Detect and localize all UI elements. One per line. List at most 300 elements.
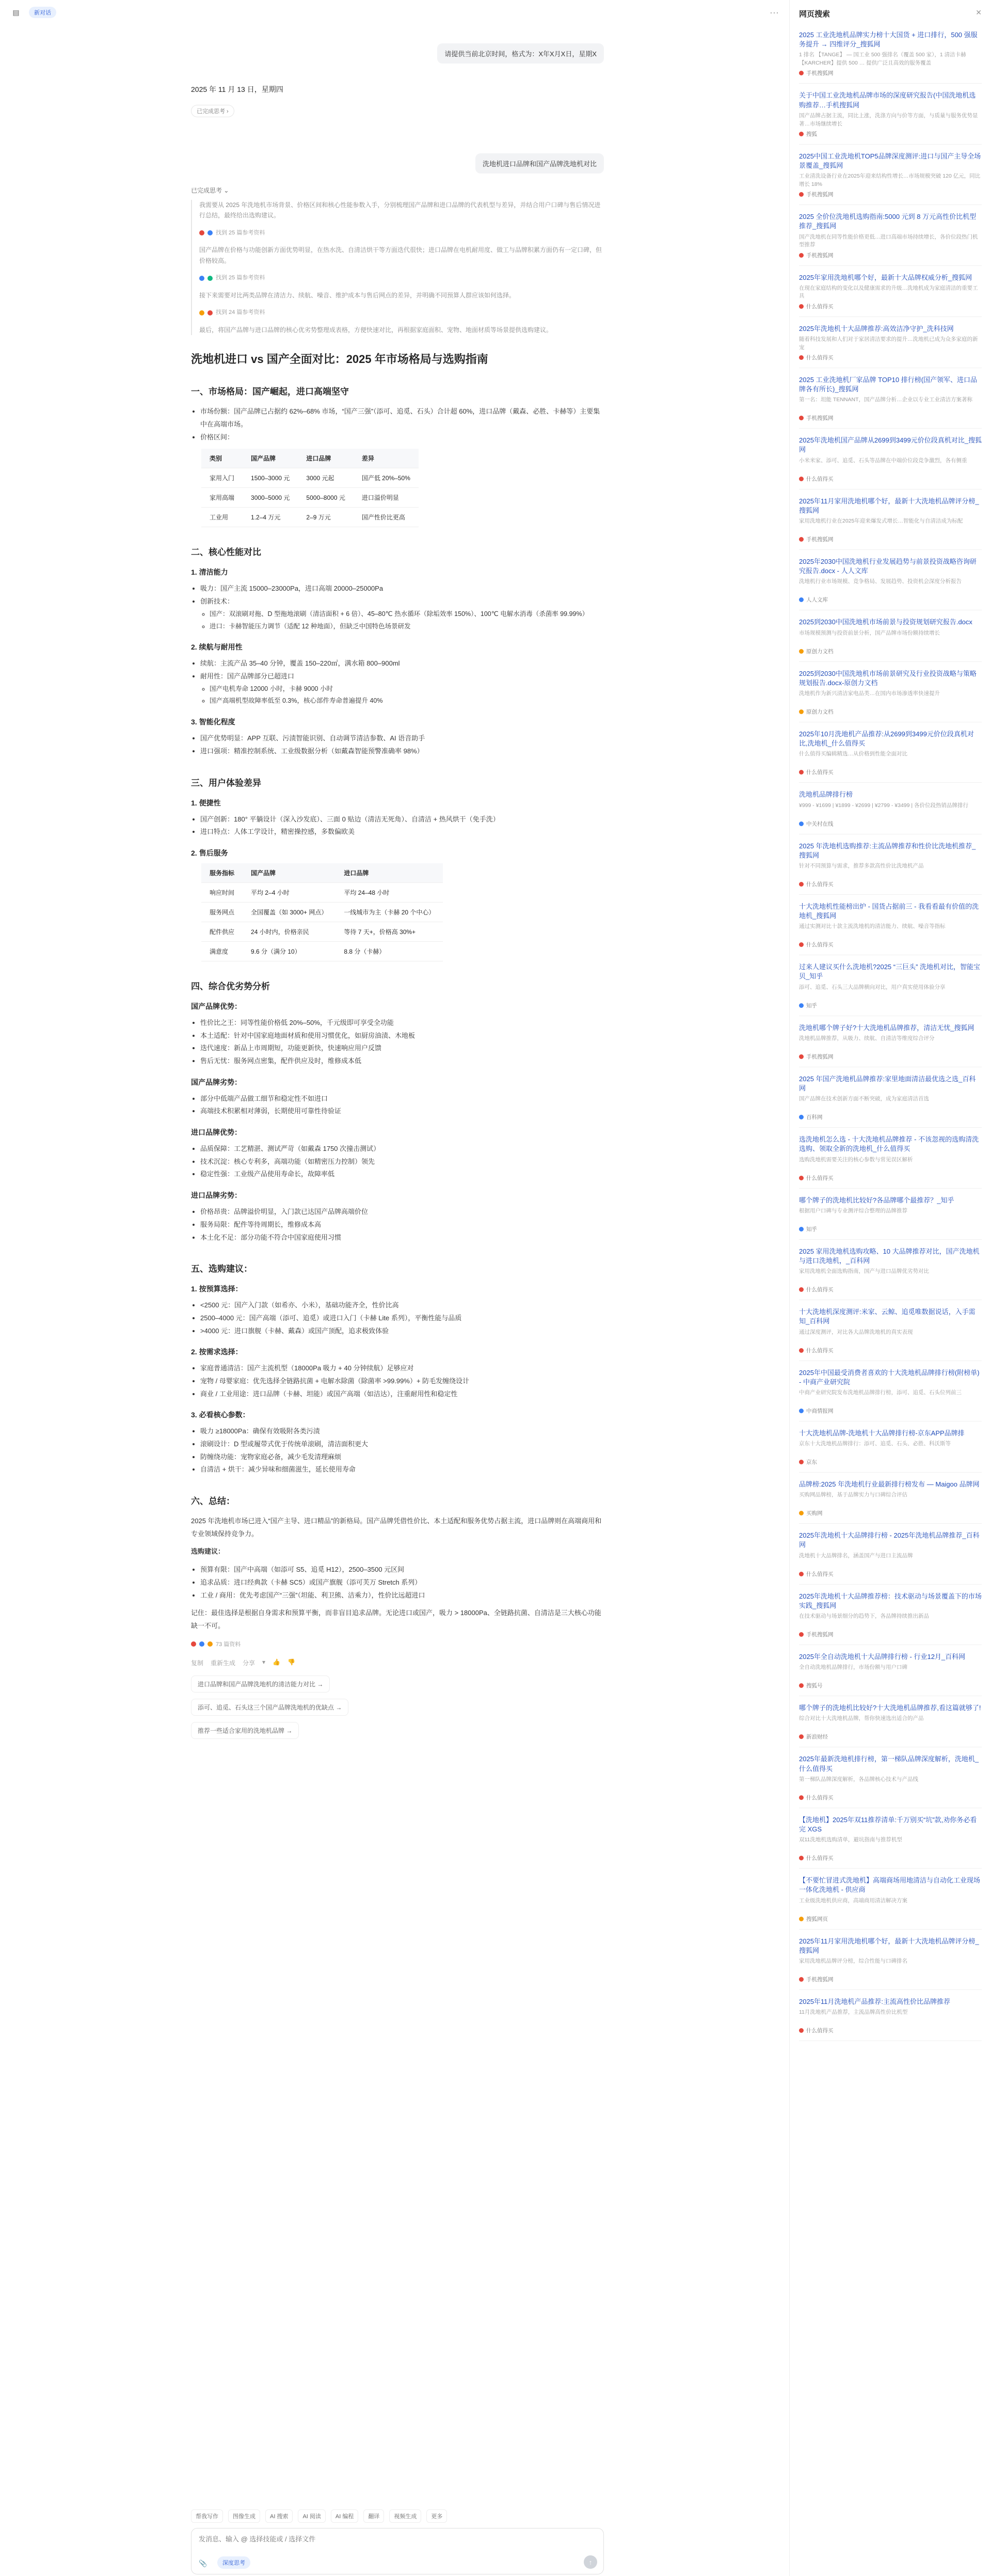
search-result-item[interactable]: [799, 790, 982, 834]
date-answer: 2025 年 11 月 13 日，星期四: [191, 85, 283, 93]
search-result-item[interactable]: [799, 1368, 982, 1421]
list-item: • 家庭普通清洁：国产主流机型（18000Pa 吸力 + 40 分钟续航）足够应对: [200, 1362, 604, 1375]
result-snippet: 添可、追觅、石头三大品牌横向对比，用户真实使用体验分享: [799, 984, 946, 990]
result-title[interactable]: 洗地机品牌排行榜: [799, 791, 853, 799]
source-logo-icon: [799, 649, 804, 654]
result-snippet: 全自动洗地机品牌排行，市场份额与用户口碑: [799, 1664, 907, 1671]
result-title[interactable]: 哪个牌子的洗地机比较好?十大洗地机品牌推荐,看这篇就够了!: [799, 1704, 981, 1712]
table-row: [201, 902, 443, 922]
result-source-name: 中关村在线: [806, 820, 834, 827]
more-options-button[interactable]: ···: [770, 7, 779, 18]
result-source-name: 什么值得买: [806, 476, 834, 482]
result-source: [799, 354, 982, 361]
list-item: • 品质保障：工艺精湛、测试严苛（如戴森 1750 次撞击测试）: [200, 1143, 604, 1156]
source-dot-icon: [199, 276, 204, 281]
thinking-para: 国产品牌在价格与功能创新方面优势明显，在热水洗、自清洁烘干等方面迭代很快；进口品牌在电机耐用度、做工与品牌积累方面仍有一定口碑，但价格较高。: [199, 246, 602, 264]
result-source: [799, 1509, 982, 1517]
source-logo-icon: [799, 1348, 804, 1353]
list-item: • 服务局限：配件等待周期长，维修成本高: [200, 1219, 604, 1231]
result-source-name: 什么值得买: [806, 1571, 834, 1577]
search-result-item[interactable]: [799, 1876, 982, 1929]
result-title[interactable]: 【不要忙冒进式洗地机】高端商场用地清洁与自动化工业现场一体化洗地机 - 供应商: [799, 1876, 981, 1894]
result-title[interactable]: 2025年中国最受消费者喜欢的十大洗地机品牌排行榜(附榜单) - 中商产业研究院: [799, 1368, 980, 1386]
search-result-item[interactable]: [799, 1429, 982, 1473]
result-title[interactable]: 2025年11月家用洗地机哪个好，最新十大洗地机品牌评分榜_搜狐网: [799, 1937, 979, 1954]
search-result-item[interactable]: [799, 1815, 982, 1869]
search-result-item[interactable]: [799, 669, 982, 722]
result-source: [799, 69, 982, 77]
send-icon[interactable]: ↑: [584, 2555, 597, 2569]
search-result-item[interactable]: [799, 1703, 982, 1747]
result-source: [799, 414, 982, 422]
result-title[interactable]: 【洗地机】2025年双11推荐清单:千万别买“坑”款,劝你务必看完 XGS: [799, 1815, 977, 1833]
user-bubble: 洗地机进口品牌和国产品牌洗地机对比: [475, 153, 604, 173]
result-source: [799, 191, 982, 198]
list-item: • 国产优势明显：APP 互联、污渍智能识别、自动调节清洁参数、AI 语音助手: [200, 732, 604, 745]
search-result-item[interactable]: [799, 902, 982, 955]
source-pill[interactable]: [199, 308, 604, 318]
result-snippet: 家用洗地机行业在2025年迎来爆发式增长…智能化与自清洁成为标配: [799, 518, 963, 524]
result-snippet: 第一名：坦能 TENNANT，国产品牌分析…企业以专业工业清洁方案著称: [799, 397, 972, 403]
list-item: • 宠物 / 母婴家庭：优先选择全链路抗菌 + 电解水除菌（除菌率 >99.99%）+ 防毛发缠绕设计: [200, 1375, 604, 1388]
source-logo-icon: [799, 1511, 804, 1515]
search-result-item[interactable]: [799, 1480, 982, 1524]
result-source-name: 什么值得买: [806, 942, 834, 949]
result-source: [799, 1225, 982, 1233]
result-title[interactable]: 2025到2030中国洗地机市场前景研究及行业投资战略与策略规划报告.docx-原创力文档: [799, 669, 977, 687]
subsection-heading: 2. 售后服务: [191, 848, 228, 857]
source-logo-icon: [799, 416, 804, 420]
search-result-item[interactable]: [799, 1937, 982, 1990]
source-logo-icon: [799, 1227, 804, 1231]
search-result-item[interactable]: [799, 212, 982, 265]
table-cell: 等待 7 天+，价格高 30%+: [335, 922, 443, 941]
result-source-name: 手机搜狐网: [806, 252, 834, 259]
result-source-name: 什么值得买: [806, 303, 834, 310]
result-title[interactable]: 2025年11月家用洗地机哪个好，最新十大洗地机品牌评分榜_搜狐网: [799, 497, 979, 514]
table-cell: 24 小时内，价格亲民: [243, 922, 335, 941]
result-source-name: 手机搜狐网: [806, 536, 834, 543]
result-title[interactable]: 选洗地机怎么选 - 十大洗地机品牌推荐 - 不该忽视的选购清洗选购、领取全新的洗地机_什么值得买: [799, 1135, 979, 1153]
tool-video[interactable]: 视频生成: [389, 2509, 421, 2523]
table-header: 类别: [201, 449, 243, 468]
result-source: [799, 303, 982, 310]
reference-pill[interactable]: [191, 1640, 604, 1648]
subsection-heading: 进口品牌劣势：: [191, 1191, 242, 1200]
source-logo-icon: [799, 2028, 804, 2033]
subsection-heading: 进口品牌优势：: [191, 1128, 242, 1137]
result-title[interactable]: 十大洗地机品牌-洗地机十大品牌排行榜-京东APP品牌排: [799, 1429, 965, 1437]
result-snippet: 家用洗地机品牌评分榜，综合性能与口碑排名: [799, 1957, 907, 1964]
table-cell: 工业用: [201, 508, 243, 527]
search-result-item[interactable]: [799, 1755, 982, 1808]
result-source-name: 什么值得买: [806, 1347, 834, 1354]
search-result-item[interactable]: [799, 1247, 982, 1300]
result-source: [799, 1174, 982, 1182]
source-logo-icon: [799, 1115, 804, 1119]
result-source: [799, 2027, 982, 2034]
table-cell: 家用入门: [201, 468, 243, 488]
suggestion-item[interactable]: 推荐一些适合家用的洗地机品牌 →: [191, 1722, 299, 1739]
answer-article: [191, 351, 604, 1742]
result-snippet: 双11洗地机选购清单，避坑指南与推荐机型: [799, 1837, 902, 1843]
result-title[interactable]: 2025 工业洗地机厂家品牌 TOP10 排行榜(国产领军、进口品牌各有所长)_搜狐网: [799, 375, 978, 393]
result-title[interactable]: 过来人建议买什么洗地机?2025 “三巨头” 洗地机对比，智能宝贝_知乎: [799, 963, 981, 981]
close-icon[interactable]: ✕: [976, 8, 982, 17]
source-dot-icon: [207, 310, 213, 315]
result-snippet: 随着科技发展和人们对于家居清洁要求的提升…洗地机已成为众多家庭的新宠: [799, 336, 978, 351]
list-item: • 预算有限：国产中高端（如添可 S5、追觅 H12），2500–3500 元区间: [200, 1563, 604, 1576]
result-source: [799, 475, 982, 483]
suggestion-list: [191, 1672, 604, 1742]
result-snippet: 1 排名 【TANGE】 — 国工业 500 强排名（覆盖 500 家），1 清洁卡赫【KARCHER】提供 500 … 提供广泛且高效的服务覆盖: [799, 52, 966, 67]
result-source: [799, 1682, 982, 1689]
search-result-item[interactable]: [799, 1074, 982, 1128]
list-subitem: ◦ 国产：双滚刷对拖、D 型拖地滚刷（清洁面积 + 6 倍）、45–80℃ 热水循环（除垢效率 150%）、100℃ 电解水消毒（杀菌率 99.99%）: [210, 608, 604, 621]
result-source: [799, 1286, 982, 1293]
tools-row: [191, 2509, 604, 2523]
source-pill[interactable]: [199, 228, 604, 238]
result-source-name: 什么值得买: [806, 354, 834, 361]
thinking-content: [191, 200, 604, 335]
search-result-item[interactable]: [799, 497, 982, 550]
deep-think-toggle[interactable]: 深度思考: [217, 2556, 250, 2569]
source-logo-icon: [799, 942, 804, 947]
source-dot-icon: [207, 230, 213, 235]
table-cell: 家用高端: [201, 488, 243, 508]
result-source-name: 新浪财经: [806, 1734, 828, 1741]
result-title[interactable]: 十大洗地机深度测评:米家、云鲸、追觅唯数据说话，入手需知_百科网: [799, 1308, 976, 1325]
source-logo-icon: [799, 597, 804, 602]
list-item: • 续航：主流产品 35–40 分钟，覆盖 150–220㎡，满水箱 800–900ml: [200, 657, 604, 670]
article-title: 洗地机进口 vs 国产全面对比：2025 年市场格局与选购指南: [191, 353, 488, 366]
list-item: • 追求品质：进口经典款（卡赫 SC5）或国产旗舰（添可芙万 Stretch 系列）: [200, 1576, 604, 1589]
result-source: [799, 1733, 982, 1741]
list-item: • 稳定性强：工业级产品使用寿命长，故障率低: [200, 1168, 604, 1181]
source-logo-icon: [799, 1409, 804, 1413]
result-snippet: 国产品牌在技术创新方面不断突破，成为家庭清洁首选: [799, 1096, 929, 1102]
list-item: • 滚刷设计：D 型或履带式优于传统单滚刷，清洁面积更大: [200, 1438, 604, 1451]
source-logo-icon: [799, 477, 804, 481]
summary-paragraph: 记住：最佳选择是根据自身需求和预算平衡，而非盲目追求品牌。无论进口或国产，吸力 > 18000Pa、全链路抗菌、自清洁是三大核心功能缺一不可。: [191, 1609, 601, 1630]
result-source: [799, 130, 982, 138]
source-logo-icon: [799, 1683, 804, 1688]
thinking-para: 接下来需要对比两类品牌在清洁力、续航、噪音、维护成本与售后网点的差异，并明确不同预算人群应该如何选择。: [199, 291, 516, 299]
result-snippet: 洗地机品牌推荐，从吸力、续航、自清洁等维度综合评分: [799, 1035, 935, 1041]
table-cell: 国产性价比更高: [354, 508, 419, 527]
list-item: • 高端技术积累相对薄弱，长期使用可靠性待验证: [200, 1105, 604, 1118]
subsection-heading: 3. 必看核心参数：: [191, 1411, 250, 1419]
table-cell: 国产低 20%–50%: [354, 468, 419, 488]
source-logo-icon: [799, 1856, 804, 1860]
search-result-item[interactable]: [799, 1135, 982, 1188]
result-title[interactable]: 哪个牌子的洗地机比较好?各品牌哪个最推荐？_知乎: [799, 1196, 954, 1204]
search-result-item[interactable]: [799, 730, 982, 783]
list-item: [200, 670, 604, 707]
source-logo-icon: [799, 253, 804, 258]
result-source: [799, 596, 982, 604]
table-header: 服务指标: [201, 863, 243, 883]
search-result-item[interactable]: [799, 1307, 982, 1361]
source-count: 找到 25 篇参考资料: [216, 229, 265, 236]
search-result-item[interactable]: [799, 1531, 982, 1584]
table-cell: 1.2–4 万元: [243, 508, 298, 527]
list-item: • 国产创新：180° 平躺设计（深入沙发底）、三面 0 贴边（清洁无死角）、自清洁 + 热风烘干（免手洗）: [200, 813, 604, 826]
tool-writing[interactable]: 帮我写作: [191, 2509, 223, 2523]
result-title[interactable]: 洗地机哪个牌子好?十大洗地机品牌推荐，清洁无忧_搜狐网: [799, 1023, 974, 1032]
source-logo-icon: [799, 355, 804, 360]
source-count: 找到 24 篇参考资料: [216, 309, 265, 316]
result-source: [799, 941, 982, 949]
source-logo-icon: [799, 192, 804, 197]
list-item: • 自清洁 + 烘干：减少异味和细菌滋生，延长使用寿命: [200, 1463, 604, 1476]
list-item: • 售后无忧：服务网点密集，配件供应及时，维修成本低: [200, 1055, 604, 1068]
table-cell: 3000–5000 元: [243, 488, 298, 508]
result-source: [799, 647, 982, 655]
subsection-heading: 国产品牌优势：: [191, 1002, 242, 1010]
result-title[interactable]: 2025到2030中国洗地机市场前景与投资规划研究报告.docx: [799, 618, 972, 626]
result-title[interactable]: 2025年10月洗地机产品推荐:从2699到3499元价位段真机对比,洗地机_什么值得买: [799, 730, 974, 748]
thumbs-down-icon[interactable]: 👎: [287, 1658, 295, 1666]
source-dot-icon: [199, 230, 204, 235]
result-snippet: 买购网品牌榜，基于品牌实力与口碑综合评估: [799, 1492, 907, 1498]
result-title[interactable]: 2025 全价位洗地机选购指南:5000 元到 8 万元高性价比机型推荐_搜狐网: [799, 213, 977, 230]
result-source: [799, 1976, 982, 1983]
result-snippet: 什么值得买编辑精选…从价格到性能全面对比: [799, 751, 907, 757]
attach-icon[interactable]: 📎: [199, 2559, 207, 2567]
result-title[interactable]: 2025年洗地机十大品牌推荐榜：技术驱动与场景覆盖下的市场实践_搜狐网: [799, 1592, 982, 1609]
search-result-item[interactable]: [799, 1652, 982, 1696]
share-button[interactable]: 分享: [243, 1659, 255, 1667]
search-sidebar: [790, 0, 991, 2576]
search-results: [799, 30, 982, 2041]
source-count: 找到 25 篇参考资料: [216, 275, 265, 281]
list-item: • 防缠绕功能：宠物家庭必备，减少毛发清理麻烦: [200, 1451, 604, 1464]
table-cell: 一线城市为主（卡赫 20 个中心）: [335, 902, 443, 922]
result-source-name: 手机搜狐网: [806, 1632, 834, 1638]
user-message: [191, 153, 604, 173]
result-source-name: 手机搜狐网: [806, 192, 834, 198]
search-result-item[interactable]: [799, 842, 982, 895]
result-title[interactable]: 2025年最新洗地机排行榜，第一梯队品牌深度解析，洗地机_什么值得买: [799, 1755, 979, 1773]
result-title[interactable]: 2025年全自动洗地机十大品牌排行榜 - 行业12月_百科网: [799, 1653, 966, 1661]
result-source-name: 原创力文档: [806, 708, 834, 715]
more-actions-button[interactable]: ▾: [262, 1658, 266, 1666]
list-item: • 迭代速度：新品上市周期短，功能更新快，快速响应用户反馈: [200, 1042, 604, 1055]
result-source: [799, 768, 982, 776]
search-result-item[interactable]: [799, 273, 982, 317]
search-result-item[interactable]: [799, 91, 982, 144]
result-source: [799, 1570, 982, 1578]
result-title[interactable]: 2025 年洗地机选购推荐:主流品牌推荐和性价比洗地机推荐_搜狐网: [799, 842, 976, 859]
result-snippet: 根据用户口碑与专业测评综合整理的品牌推荐: [799, 1207, 907, 1214]
tool-ai-search[interactable]: AI 搜索: [265, 2509, 293, 2523]
result-source: [799, 820, 982, 828]
table-cell: 配件供应: [201, 922, 243, 941]
regenerate-button[interactable]: 重新生成: [211, 1659, 236, 1667]
result-source-name: 手机搜狐网: [806, 415, 834, 422]
subsection-heading: 国产品牌劣势：: [191, 1078, 242, 1086]
search-result-item[interactable]: [799, 324, 982, 368]
result-source-name: 什么值得买: [806, 1287, 834, 1293]
table-row: [201, 488, 419, 508]
result-snippet: 通过深度测评，对比各大品牌洗地机的真实表现: [799, 1329, 913, 1335]
tool-ai-code[interactable]: AI 编程: [331, 2509, 358, 2523]
search-result-item[interactable]: [799, 962, 982, 1016]
result-source-name: 搜狐: [806, 131, 817, 137]
search-result-item[interactable]: [799, 618, 982, 661]
message-input[interactable]: [199, 2535, 596, 2543]
search-result-item[interactable]: [799, 1592, 982, 1645]
result-title[interactable]: 2025 年国产洗地机品牌推荐:家里地面清洁最优选之选_百科网: [799, 1074, 976, 1092]
list-item: • >4000 元：进口旗舰（卡赫、戴森）或国产顶配，追求极致体验: [200, 1325, 604, 1338]
source-logo-icon: [799, 709, 804, 714]
result-snippet: 选购洗地机需要关注的核心参数与常见误区解析: [799, 1156, 913, 1163]
list-item: • 价格区间：: [200, 431, 604, 444]
result-source-name: 什么值得买: [806, 1855, 834, 1862]
table-cell: 1500–3000 元: [243, 468, 298, 488]
subsection-heading: 1. 按预算选择：: [191, 1285, 243, 1293]
subsection-heading: 2. 按需求选择：: [191, 1348, 243, 1356]
tool-translate[interactable]: 翻译: [363, 2509, 384, 2523]
new-chat-button[interactable]: 新对话: [29, 7, 56, 18]
conversation-column: [191, 31, 604, 1742]
search-result-item[interactable]: [799, 436, 982, 489]
result-title[interactable]: 2025中国工业洗地机TOP5品牌深度测评:进口与国产主导全场景覆盖_搜狐网: [799, 152, 981, 169]
result-title[interactable]: 2025年2030中国洗地机行业发展趋势与前景投资战略咨询研究报告.docx - 人人文库: [799, 558, 977, 575]
result-title[interactable]: 关于中国工业洗地机品牌市场的深度研究报告(中国洗地机选购推荐…手机搜狐网: [799, 91, 976, 109]
suggestion-item[interactable]: 添可、追觅、石头这三个国产品牌洗地机的优缺点 →: [191, 1699, 348, 1716]
result-source-name: 人人文库: [806, 597, 828, 604]
result-title[interactable]: 2025 家用洗地机选购攻略、10 大品牌推荐对比，国产洗地机与进口洗地机，_百科网: [799, 1247, 980, 1265]
thinking-toggle[interactable]: 已完成思考 ⌄: [191, 187, 229, 194]
search-result-item[interactable]: [799, 1023, 982, 1067]
result-source: [799, 1002, 982, 1009]
message-input-box: [191, 2528, 604, 2574]
result-source-name: 中商情报网: [806, 1408, 834, 1414]
result-source-name: 原创力文档: [806, 648, 834, 655]
thinking-chip[interactable]: 已完成思考 ›: [191, 105, 234, 117]
table-row: [201, 882, 443, 902]
source-pill[interactable]: [199, 273, 604, 283]
result-source: [799, 1407, 982, 1415]
source-logo-icon: [799, 71, 804, 75]
table-header: 国产品牌: [243, 863, 335, 883]
table-header: 差异: [354, 449, 419, 468]
source-logo-icon: [799, 821, 804, 826]
source-dot-icon: [199, 1641, 204, 1647]
source-logo-icon: [799, 1795, 804, 1800]
result-title[interactable]: 十大洗地机性能榜出炉 - 国货占据前三 - 我看看最有价值的洗地机_搜狐网: [799, 902, 979, 920]
result-snippet: 京东十大洗地机品牌排行：添可、追觅、石头、必胜、科沃斯等: [799, 1441, 951, 1447]
source-logo-icon: [799, 882, 804, 887]
table-row: [201, 922, 443, 941]
list-item: • 技术沉淀：核心专利多，高端功能（如精密压力控制）领先: [200, 1156, 604, 1168]
result-source-name: 什么值得买: [806, 769, 834, 776]
result-title[interactable]: 2025 工业洗地机品牌实力榜十大国货 + 进口排行，500 强服务提升 → 四维评分_搜狐网: [799, 31, 978, 49]
section-heading: 五、选购建议：: [191, 1264, 252, 1274]
list-item-label: 创新技术：: [200, 597, 234, 606]
result-source: [799, 1113, 982, 1121]
search-result-item[interactable]: [799, 1997, 982, 2041]
result-source: [799, 1915, 982, 1923]
result-title[interactable]: 2025年洗地机十大品牌推荐:高效洁净守护_洗科技网: [799, 324, 954, 333]
result-source-name: 手机搜狐网: [806, 70, 834, 77]
result-snippet: 第一梯队品牌深度解析，各品牌核心技术与产品线: [799, 1776, 918, 1782]
result-title[interactable]: 品牌榜:2025 年洗地机行业最新排行榜发布 — Maigoo 品牌网: [799, 1480, 980, 1489]
suggestion-item[interactable]: 进口品牌和国产品牌洗地机的清洁能力对比 →: [191, 1676, 330, 1693]
result-source-name: 知乎: [806, 1002, 817, 1009]
result-title[interactable]: 2025年11月洗地机产品推荐:主流高性价比品牌推荐: [799, 1997, 951, 2005]
list-item: • 进口强项：精准控制系统、工业级数据分析（如戴森智能预警准确率 98%）: [200, 745, 604, 758]
list-subitem: ◦ 国产高端机型故障率低至 0.3%，核心部件寿命普遍提升 40%: [210, 695, 604, 707]
list-item: • 2500–4000 元：国产高端（添可、追觅）或进口入门（卡赫 Lite 系列），平衡性能与品质: [200, 1312, 604, 1325]
source-logo-icon: [799, 537, 804, 542]
result-source: [799, 1631, 982, 1638]
result-source: [799, 1347, 982, 1354]
result-source: [799, 1854, 982, 1862]
result-source-name: 搜狐网页: [806, 1916, 828, 1922]
price-table: [201, 449, 419, 527]
subsection-heading: 1. 清洁能力: [191, 568, 228, 577]
result-title[interactable]: 2025年洗地机国产品牌从2699到3499元价位段真机对比_搜狐网: [799, 436, 982, 454]
result-title[interactable]: 2025年家用洗地机哪个好，最新十大品牌权威分析_搜狐网: [799, 273, 972, 281]
source-logo-icon: [799, 770, 804, 775]
result-source-name: 什么值得买: [806, 1794, 834, 1801]
result-snippet: 国产洗地机在同等性能价格更低…进口高端市场持续增长，各价位段热门机型推荐: [799, 233, 978, 248]
result-snippet: 综合对比十大洗地机品牌，帮你快速选出适合的产品: [799, 1715, 924, 1722]
list-item: • 价格昂贵：品牌溢价明显，入门款已达国产品牌高端价位: [200, 1206, 604, 1219]
source-logo-icon: [799, 1003, 804, 1008]
source-logo-icon: [799, 132, 804, 136]
copy-button[interactable]: 复制: [191, 1659, 204, 1667]
user-message: [191, 43, 604, 64]
result-source-name: 手机搜狐网: [806, 1976, 834, 1983]
search-result-item[interactable]: [799, 30, 982, 84]
search-result-item[interactable]: [799, 152, 982, 205]
search-result-item[interactable]: [799, 557, 982, 610]
table-cell: 满意度: [201, 941, 243, 961]
result-snippet: 在现在家庭结构的变化以及健康需求的升级…洗地机成为家庭清洁的重要工具: [799, 285, 978, 299]
table-cell: 9.6 分（满分 10）: [243, 941, 335, 961]
result-title[interactable]: 2025年洗地机十大品牌排行榜 - 2025年洗地机品牌推荐_百科网: [799, 1531, 980, 1549]
result-snippet: 洗地机行业市场规模、竞争格局、发展趋势、投资机会深度分析报告: [799, 578, 962, 585]
search-result-item[interactable]: [799, 1196, 982, 1240]
result-source-name: 知乎: [806, 1226, 817, 1232]
list-item: • 部分中低端产品做工细节和稳定性不如进口: [200, 1093, 604, 1105]
thumbs-up-icon[interactable]: 👍: [273, 1658, 281, 1666]
result-source: [799, 535, 982, 543]
table-cell: 8.8 分（卡赫）: [335, 941, 443, 961]
subsection-heading: 1. 便捷性: [191, 798, 221, 807]
table-header: 国产品牌: [243, 449, 298, 468]
table-cell: 全国覆盖（如 3000+ 网点）: [243, 902, 335, 922]
tool-more[interactable]: 更多: [426, 2509, 447, 2523]
subsection-heading: 3. 智能化程度: [191, 718, 235, 726]
tool-image[interactable]: 图像生成: [228, 2509, 260, 2523]
list-item: • 吸力：国产主流 15000–23000Pa，进口高端 20000–25000Pa: [200, 582, 604, 595]
source-logo-icon: [799, 1054, 804, 1059]
source-dot-icon: [207, 276, 213, 281]
service-table: [201, 863, 443, 961]
tool-ai-read[interactable]: AI 阅读: [298, 2509, 325, 2523]
sidebar-toggle-icon[interactable]: ▤: [12, 8, 20, 17]
source-dot-icon: [191, 1641, 196, 1647]
list-item: • 进口特点：人体工学设计，精密操控感，多数偏欧美: [200, 826, 604, 839]
search-result-item[interactable]: [799, 375, 982, 429]
list-item-label: 耐用性：国产品牌部分已超进口: [200, 672, 295, 681]
list-item: • 市场份额：国产品牌已占据约 62%–68% 市场，“国产三强”（添可、追觅、石头）合计超 60%，进口品牌（戴森、必胜、卡赫等）主要集中在高端市场。: [200, 405, 604, 431]
